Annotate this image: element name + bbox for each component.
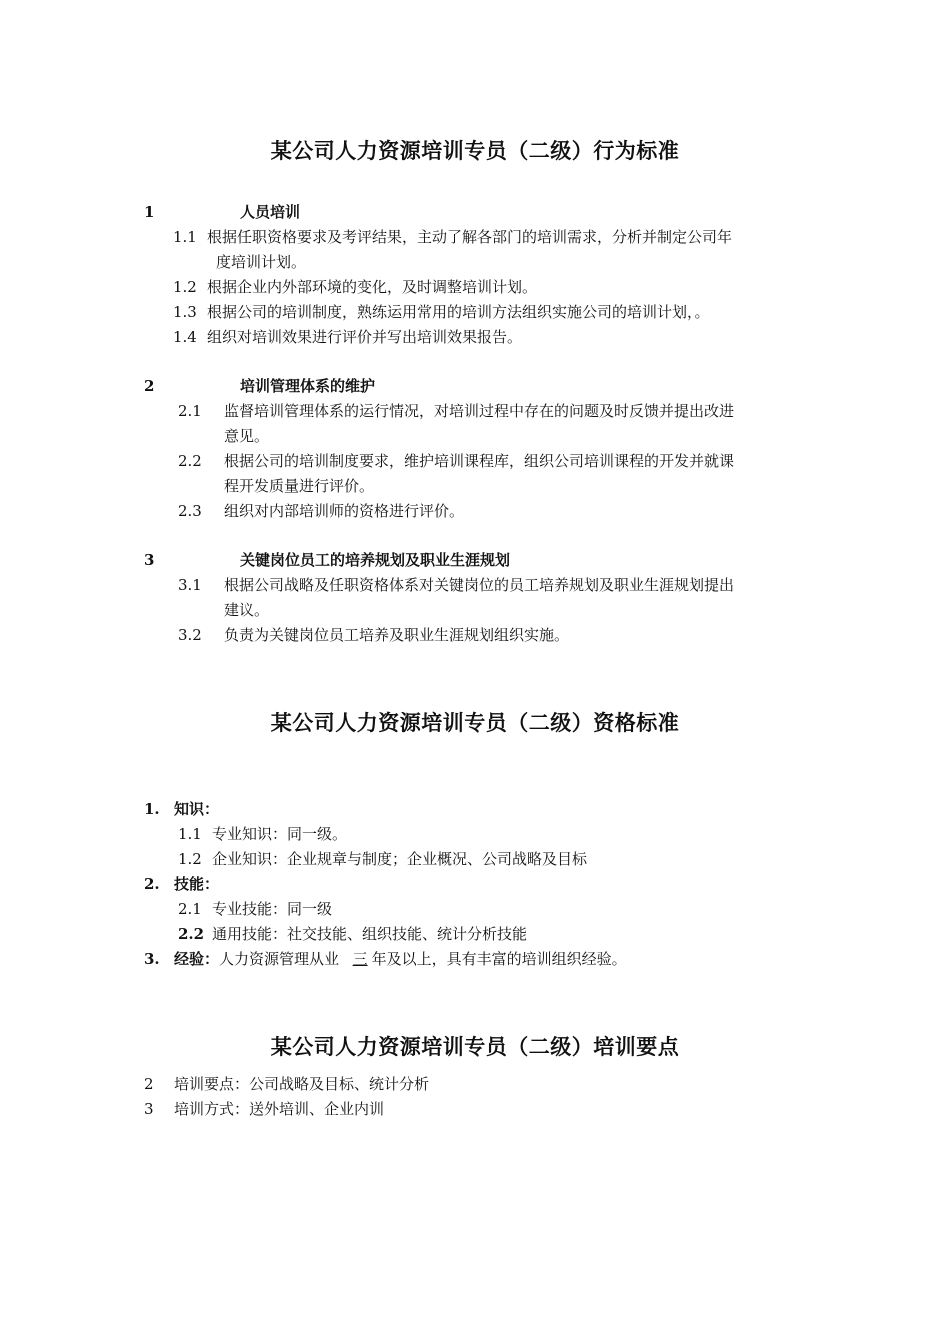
item-text: 培训要点：公司战略及目标、统计分析 xyxy=(174,1075,430,1093)
experience-years: 三 xyxy=(352,950,368,968)
item-text: 组织对内部培训师的资格进行评价。 xyxy=(224,502,465,520)
item-text: 企业知识：企业规章与制度；企业概况、公司战略及目标 xyxy=(212,850,588,868)
item-text: 根据任职资格要求及考评结果，主动了解各部门的培训需求，分析并制定公司年 xyxy=(207,228,733,246)
group-number: 1 xyxy=(144,203,155,221)
item-number: 2.3 xyxy=(178,502,202,520)
item-text: 根据企业内外部环境的变化，及时调整培训计划。 xyxy=(207,278,538,296)
item-number: 2.2 xyxy=(178,452,202,470)
item-number: 3.2 xyxy=(178,626,202,644)
section-label: 技能： xyxy=(174,875,220,893)
item-text: 根据公司的培训制度要求，维护培训课程库，组织公司培训课程的开发并就课 xyxy=(224,452,735,470)
item-text-cont: 意见。 xyxy=(224,427,270,445)
behavior-title: 某公司人力资源培训专员（二级）行为标准 xyxy=(270,138,680,163)
item-text: 专业技能：同一级 xyxy=(212,900,333,918)
group-heading: 培训管理体系的维护 xyxy=(240,377,376,395)
item-number: 3.1 xyxy=(178,576,202,594)
section-number: 1. xyxy=(144,800,160,818)
item-text: 培训方式：送外培训、企业内训 xyxy=(174,1100,385,1118)
item-text-cont: 程开发质量进行评价。 xyxy=(224,477,375,495)
group-number: 2 xyxy=(144,377,155,395)
item-text: 监督培训管理体系的运行情况，对培训过程中存在的问题及时反馈并提出改进 xyxy=(224,402,735,420)
item-number: 1.3 xyxy=(173,303,197,321)
item-text-cont: 度培训计划。 xyxy=(216,253,307,271)
item-text: 根据公司战略及任职资格体系对关键岗位的员工培养规划及职业生涯规划提出 xyxy=(224,576,735,594)
experience-line xyxy=(174,947,627,971)
item-number: 1.1 xyxy=(173,228,197,246)
section-number: 2. xyxy=(144,875,160,893)
item-number: 2.1 xyxy=(178,900,202,918)
item-number: 1.2 xyxy=(173,278,197,296)
experience-text-post: 年及以上，具有丰富的培训组织经验。 xyxy=(371,950,627,968)
item-number: 1.1 xyxy=(178,825,202,843)
section-label: 知识： xyxy=(174,800,220,818)
item-number: 1.2 xyxy=(178,850,202,868)
item-text: 专业知识：同一级。 xyxy=(212,825,348,843)
section-number: 3. xyxy=(144,950,160,968)
qualification-title: 某公司人力资源培训专员（二级）资格标准 xyxy=(270,710,680,735)
item-number: 2.2 xyxy=(178,925,205,943)
item-text: 组织对培训效果进行评价并写出培训效果报告。 xyxy=(207,328,523,346)
item-text: 根据公司的培训制度，熟练运用常用的培训方法组织实施公司的培训计划，。 xyxy=(207,303,710,321)
item-text-cont: 建议。 xyxy=(224,601,270,619)
experience-text-pre: 人力资源管理从业 xyxy=(219,950,340,968)
group-number: 3 xyxy=(144,551,155,569)
item-number: 1.4 xyxy=(173,328,197,346)
item-text: 负责为关键岗位员工培养及职业生涯规划组织实施。 xyxy=(224,626,570,644)
training-title: 某公司人力资源培训专员（二级）培训要点 xyxy=(270,1034,680,1059)
item-number: 3 xyxy=(144,1100,154,1118)
item-number: 2 xyxy=(144,1075,154,1093)
item-text: 通用技能：社交技能、组织技能、统计分析技能 xyxy=(212,925,528,943)
experience-label: 经验： xyxy=(174,950,220,968)
group-heading: 人员培训 xyxy=(240,203,301,221)
item-number: 2.1 xyxy=(178,402,202,420)
group-heading: 关键岗位员工的培养规划及职业生涯规划 xyxy=(240,551,511,569)
